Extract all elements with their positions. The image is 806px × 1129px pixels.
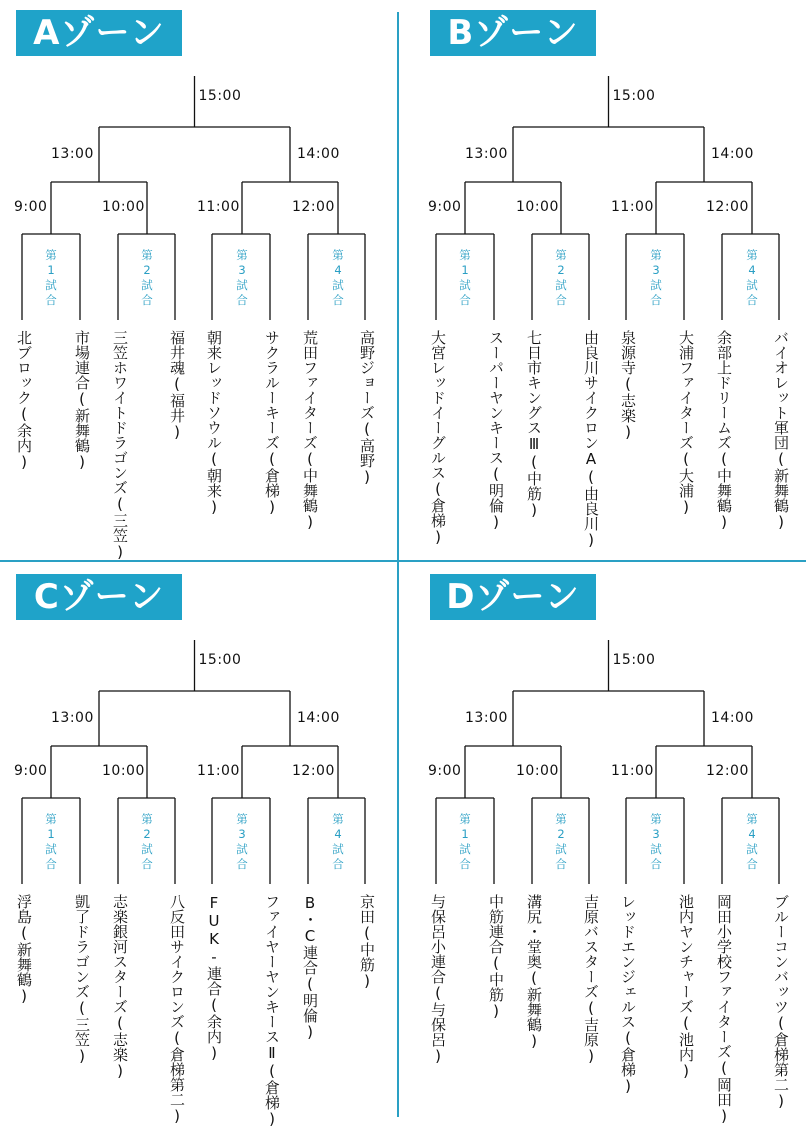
time-m2: 10:00 bbox=[516, 763, 559, 779]
team-name: ファイヤーヤンキースⅡ(倉梯) bbox=[263, 894, 281, 1128]
team-name: 池内ヤンチャーズ(池内) bbox=[677, 894, 695, 1080]
team-name: 由良川サイクロンA(由良川) bbox=[582, 330, 600, 549]
match-label-line3: 試合 bbox=[459, 842, 471, 871]
match-label-line3: 試合 bbox=[45, 842, 57, 871]
match-label-num: 1 bbox=[461, 827, 469, 841]
match-label-line1: 第 bbox=[45, 812, 57, 826]
team-name: ブルーコンバッツ(倉梯第二) bbox=[772, 894, 790, 1110]
zone-label: Aゾーン bbox=[16, 10, 182, 56]
match-label-line3: 試合 bbox=[236, 842, 248, 871]
match-label-line3: 試合 bbox=[45, 278, 57, 307]
match-label bbox=[138, 812, 156, 872]
match-label-line1: 第 bbox=[459, 812, 471, 826]
match-label-line1: 第 bbox=[650, 812, 662, 826]
match-label-line3: 試合 bbox=[555, 278, 567, 307]
team-name: 岡田小学校ファイターズ(岡田) bbox=[715, 894, 733, 1125]
match-label-num: 2 bbox=[143, 827, 151, 841]
match-label bbox=[552, 248, 570, 308]
match-label-num: 4 bbox=[334, 827, 342, 841]
match-label-num: 2 bbox=[557, 827, 565, 841]
match-label-num: 4 bbox=[748, 827, 756, 841]
match-label-line3: 試合 bbox=[236, 278, 248, 307]
match-label-line1: 第 bbox=[650, 248, 662, 262]
match-label bbox=[329, 812, 347, 872]
match-label-line3: 試合 bbox=[141, 278, 153, 307]
match-label bbox=[647, 248, 665, 308]
match-label-line3: 試合 bbox=[459, 278, 471, 307]
match-label-num: 1 bbox=[461, 263, 469, 277]
match-label-line3: 試合 bbox=[141, 842, 153, 871]
match-label-line3: 試合 bbox=[332, 278, 344, 307]
match-label-line1: 第 bbox=[746, 812, 758, 826]
match-label-num: 4 bbox=[748, 263, 756, 277]
team-name: レッドエンジェルス(倉梯) bbox=[619, 894, 637, 1095]
time-semi-left: 13:00 bbox=[465, 146, 508, 162]
time-final: 15:00 bbox=[612, 88, 656, 104]
team-name: 八反田サイクロンズ(倉梯第二) bbox=[168, 894, 186, 1125]
match-label bbox=[743, 248, 761, 308]
match-label-num: 1 bbox=[47, 827, 55, 841]
time-m1: 9:00 bbox=[14, 763, 48, 779]
time-m2: 10:00 bbox=[102, 199, 145, 215]
time-semi-right: 14:00 bbox=[711, 146, 754, 162]
time-m4: 12:00 bbox=[292, 763, 335, 779]
time-m1: 9:00 bbox=[428, 763, 462, 779]
match-label bbox=[42, 812, 60, 872]
time-final: 15:00 bbox=[612, 652, 656, 668]
time-semi-right: 14:00 bbox=[711, 710, 754, 726]
match-label bbox=[233, 812, 251, 872]
time-semi-right: 14:00 bbox=[297, 146, 340, 162]
team-name: 市場連合(新舞鶴) bbox=[73, 330, 91, 471]
match-label-line3: 試合 bbox=[332, 842, 344, 871]
team-name: B・C連合(明倫) bbox=[301, 894, 319, 1041]
match-label bbox=[138, 248, 156, 308]
team-name: サクラルーキーズ(倉梯) bbox=[263, 330, 281, 516]
match-label bbox=[456, 812, 474, 872]
time-m3: 11:00 bbox=[197, 763, 240, 779]
time-semi-left: 13:00 bbox=[465, 710, 508, 726]
time-m3: 11:00 bbox=[197, 199, 240, 215]
time-semi-right: 14:00 bbox=[297, 710, 340, 726]
match-label-line3: 試合 bbox=[650, 278, 662, 307]
match-label-num: 3 bbox=[652, 827, 660, 841]
match-label bbox=[456, 248, 474, 308]
team-name: 余部上ドリームズ(中舞鶴) bbox=[715, 330, 733, 531]
team-name: 京田(中筋) bbox=[358, 894, 376, 990]
match-label-line1: 第 bbox=[746, 248, 758, 262]
team-name: スーパーヤンキース(明倫) bbox=[487, 330, 505, 531]
match-label-num: 4 bbox=[334, 263, 342, 277]
match-label-num: 2 bbox=[557, 263, 565, 277]
team-name: 凱了ドラゴンズ(三笠) bbox=[73, 894, 91, 1065]
team-name: 高野ジョーズ(高野) bbox=[358, 330, 376, 486]
match-label-line1: 第 bbox=[236, 248, 248, 262]
match-label-line1: 第 bbox=[141, 812, 153, 826]
match-label-num: 3 bbox=[238, 827, 246, 841]
zone-b bbox=[414, 0, 806, 560]
team-name: 七日市キングスⅢ(中筋) bbox=[525, 330, 543, 519]
match-label-line1: 第 bbox=[141, 248, 153, 262]
match-label-num: 3 bbox=[238, 263, 246, 277]
match-label-line1: 第 bbox=[555, 812, 567, 826]
team-name: 与保呂小連合(与保呂) bbox=[429, 894, 447, 1065]
match-label-line3: 試合 bbox=[555, 842, 567, 871]
match-label-line1: 第 bbox=[332, 812, 344, 826]
time-m2: 10:00 bbox=[102, 763, 145, 779]
team-name: 朝来レッドソウル(朝来) bbox=[205, 330, 223, 516]
time-m4: 12:00 bbox=[706, 199, 749, 215]
match-label-line3: 試合 bbox=[746, 842, 758, 871]
team-name: バイオレット軍団(新舞鶴) bbox=[772, 330, 790, 531]
match-label-num: 3 bbox=[652, 263, 660, 277]
zone-d bbox=[414, 564, 806, 1124]
time-final: 15:00 bbox=[198, 88, 242, 104]
team-name: 泉源寺(志楽) bbox=[619, 330, 637, 441]
team-name: 北ブロック(余内) bbox=[15, 330, 33, 471]
match-label bbox=[329, 248, 347, 308]
team-name: 福井魂(福井) bbox=[168, 330, 186, 441]
time-m4: 12:00 bbox=[706, 763, 749, 779]
time-semi-left: 13:00 bbox=[51, 146, 94, 162]
team-name: 浮島(新舞鶴) bbox=[15, 894, 33, 1005]
match-label-line3: 試合 bbox=[746, 278, 758, 307]
time-m1: 9:00 bbox=[14, 199, 48, 215]
team-name: 溝尻・堂奥(新舞鶴) bbox=[525, 894, 543, 1050]
zone-label: Cゾーン bbox=[16, 574, 182, 620]
zone-label: Dゾーン bbox=[430, 574, 596, 620]
zone-label: Bゾーン bbox=[430, 10, 596, 56]
team-name: 大浦ファイターズ(大浦) bbox=[677, 330, 695, 516]
team-name: 荒田ファイターズ(中舞鶴) bbox=[301, 330, 319, 531]
zone-a bbox=[0, 0, 400, 560]
time-final: 15:00 bbox=[198, 652, 242, 668]
team-name: 大宮レッドイーグルス(倉梯) bbox=[429, 330, 447, 546]
match-label-line1: 第 bbox=[459, 248, 471, 262]
time-m3: 11:00 bbox=[611, 763, 654, 779]
match-label-num: 1 bbox=[47, 263, 55, 277]
zone-c bbox=[0, 564, 400, 1128]
match-label-num: 2 bbox=[143, 263, 151, 277]
time-m3: 11:00 bbox=[611, 199, 654, 215]
time-m1: 9:00 bbox=[428, 199, 462, 215]
team-name: 三笠ホワイトドラゴンズ(三笠) bbox=[111, 330, 129, 561]
match-label-line1: 第 bbox=[332, 248, 344, 262]
time-m4: 12:00 bbox=[292, 199, 335, 215]
team-name: 吉原バスターズ(吉原) bbox=[582, 894, 600, 1065]
match-label-line1: 第 bbox=[45, 248, 57, 262]
time-semi-left: 13:00 bbox=[51, 710, 94, 726]
team-name: 中筋連合(中筋) bbox=[487, 894, 505, 1020]
match-label bbox=[743, 812, 761, 872]
team-name: 志楽銀河スターズ(志楽) bbox=[111, 894, 129, 1080]
match-label bbox=[647, 812, 665, 872]
match-label-line3: 試合 bbox=[650, 842, 662, 871]
match-label-line1: 第 bbox=[236, 812, 248, 826]
time-m2: 10:00 bbox=[516, 199, 559, 215]
match-label bbox=[552, 812, 570, 872]
match-label bbox=[42, 248, 60, 308]
team-name: FUK-連合(余内) bbox=[205, 894, 223, 1062]
match-label bbox=[233, 248, 251, 308]
match-label-line1: 第 bbox=[555, 248, 567, 262]
